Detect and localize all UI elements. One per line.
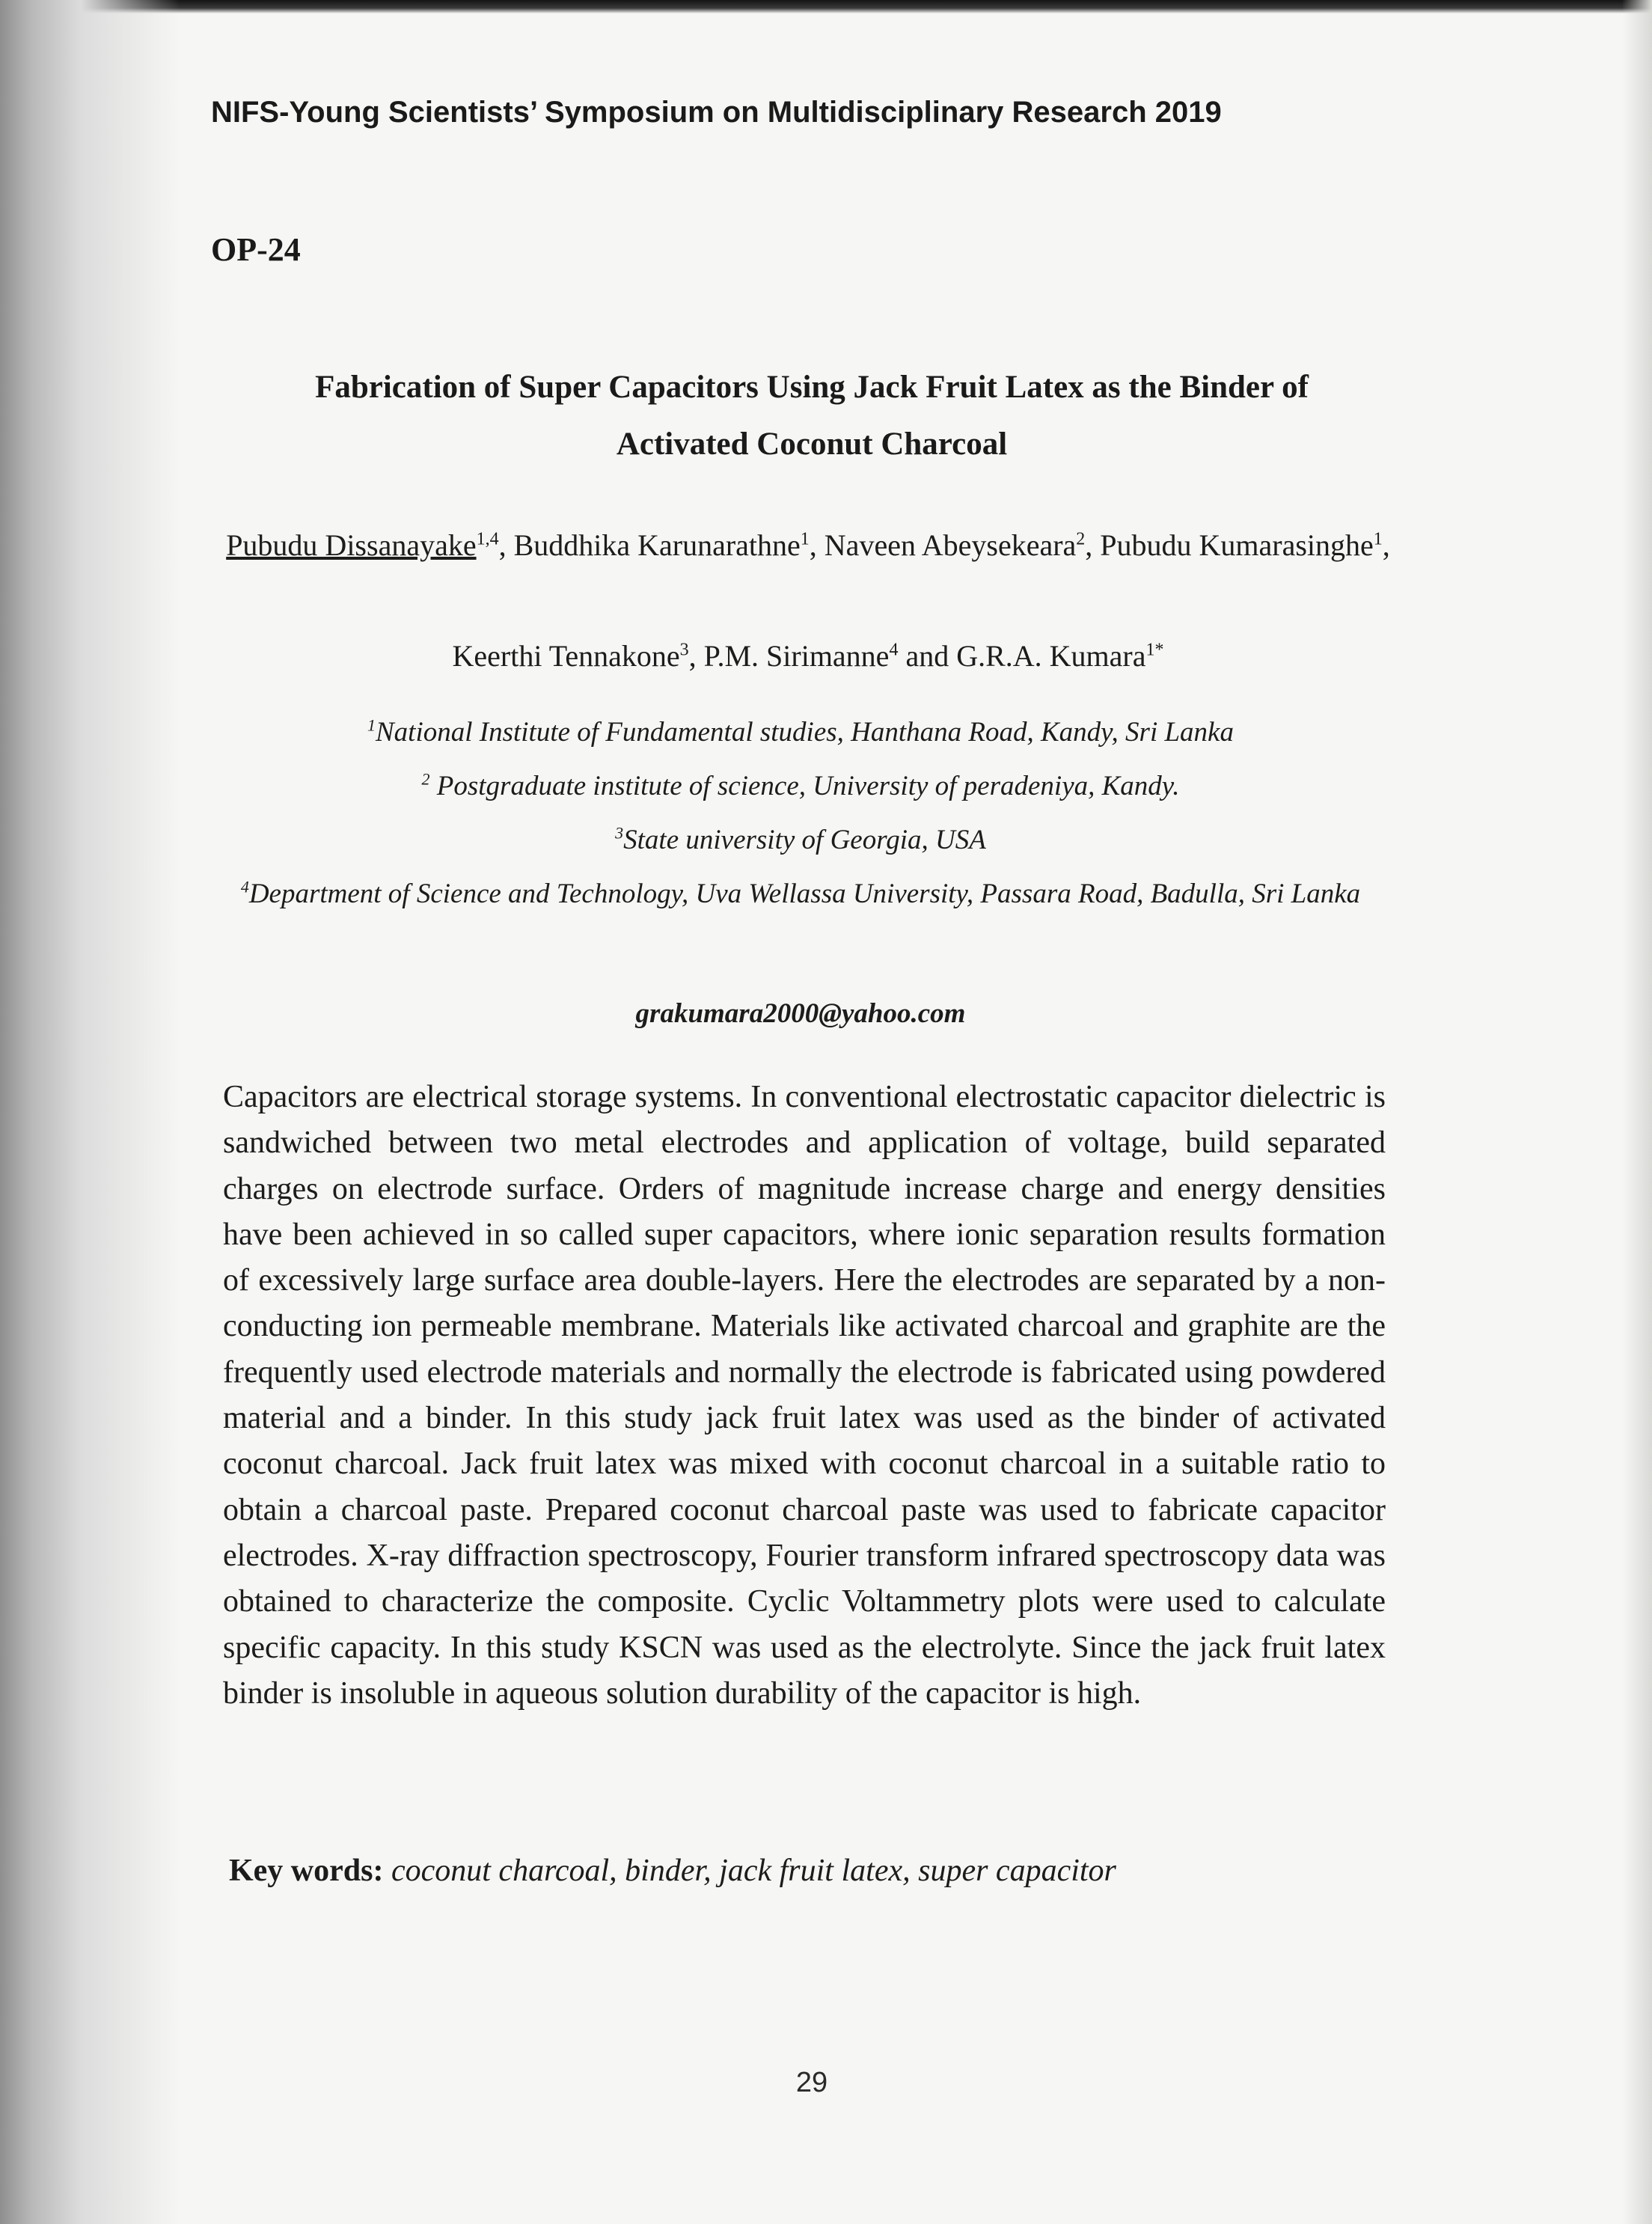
author-name: Pubudu Kumarasinghe [1100, 528, 1374, 562]
affiliation [209, 712, 1392, 753]
scan-top-edge [0, 0, 1652, 13]
author-separator: , [688, 639, 704, 673]
affiliation-text: State university of Georgia, USA [623, 825, 986, 855]
author-name: Buddhika Karunarathne [513, 528, 801, 562]
paper-title-line-2: Activated Coconut Charcoal [616, 427, 1008, 462]
affiliation [209, 820, 1392, 861]
keywords-label: Key words: [229, 1854, 391, 1888]
author-affiliation-mark: 1* [1145, 640, 1164, 660]
author-name: Pubudu Dissanayake [226, 528, 477, 562]
affiliation-text: Postgraduate institute of science, University of peradeniya, Kandy. [429, 771, 1180, 801]
keywords-text: coconut charcoal, binder, jack fruit latex, super capacitor [391, 1854, 1116, 1888]
corresponding-email: grakumara2000@yahoo.com [635, 998, 966, 1029]
author-list-line-2 [217, 635, 1399, 678]
author-affiliation-mark: 4 [889, 640, 899, 660]
symposium-header: NIFS-Young Scientists’ Symposium on Multidisciplinary Research 2019 [211, 96, 1222, 129]
affiliation-number: 3 [615, 823, 624, 843]
affiliation [209, 766, 1392, 807]
author-separator: , [1085, 528, 1101, 562]
scan-right-edge [1622, 0, 1652, 2224]
author-separator: , [1382, 528, 1390, 562]
keywords [229, 1853, 1116, 1889]
affiliation-number: 2 [421, 769, 430, 789]
affiliation-number: 4 [240, 877, 249, 896]
abstract-body: Capacitors are electrical storage systems. In conventional electrostatic capacitor dielectric is sandwiched between two metal electrodes and application of voltage, build separated charges on electrode surface. Orders of magnitude increase charge and energy densities have been achieved in so called super capacitors, where ionic separation results formation of excessively large surface area double-layers. Here the electrodes are separated by a non-conducting ion permeable membrane. Materials like activated charcoal and graphite are the frequently used electrode materials and normally the electrode is fabricated using powdered material and a binder. In this study jack fruit latex was used as the binder of activated coconut charcoal. Jack fruit latex was mixed with coconut charcoal in a suitable ratio to obtain a charcoal paste. Prepared coconut charcoal paste was used to fabricate capacitor electrodes. X-ray diffraction spectroscopy, Fourier transform infrared spectroscopy data was obtained to characterize the composite. Cyclic Voltammetry plots were used to calculate specific capacity. In this study KSCN was used as the electrolyte. Since the jack fruit latex binder is insoluble in aqueous solution durability of the capacitor is high. [223, 1080, 1386, 1711]
author-affiliation-mark: 1 [800, 529, 810, 549]
author-separator: and [898, 639, 957, 673]
author-separator: , [498, 528, 514, 562]
affiliation [209, 874, 1392, 914]
author-name: Naveen Abeysekeara [824, 528, 1077, 562]
author-affiliation-mark: 3 [679, 640, 689, 660]
author-name: Keerthi Tennakone [452, 639, 680, 673]
affiliation-list [209, 712, 1392, 928]
author-name: G.R.A. Kumara [956, 639, 1146, 673]
author-list [217, 524, 1399, 567]
paper-code: OP-24 [211, 231, 301, 268]
author-separator: , [809, 528, 825, 562]
author-affiliation-mark: 1,4 [476, 529, 499, 549]
paper-title-line-1: Fabrication of Super Capacitors Using Jack Fruit Latex as the Binder of [315, 370, 1309, 405]
affiliation-text: National Institute of Fundamental studies, Hanthana Road, Kandy, Sri Lanka [376, 717, 1234, 748]
scan-binding-shadow [0, 0, 180, 2224]
affiliation-number: 1 [367, 715, 376, 735]
author-affiliation-mark: 2 [1076, 529, 1086, 549]
paper-title [187, 359, 1437, 473]
page-number: 29 [795, 2067, 828, 2098]
affiliation-text: Department of Science and Technology, Uva Wellassa University, Passara Road, Badulla, Sri Lanka [248, 879, 1361, 909]
author-name: P.M. Sirimanne [703, 639, 890, 673]
author-affiliation-mark: 1 [1373, 529, 1383, 549]
